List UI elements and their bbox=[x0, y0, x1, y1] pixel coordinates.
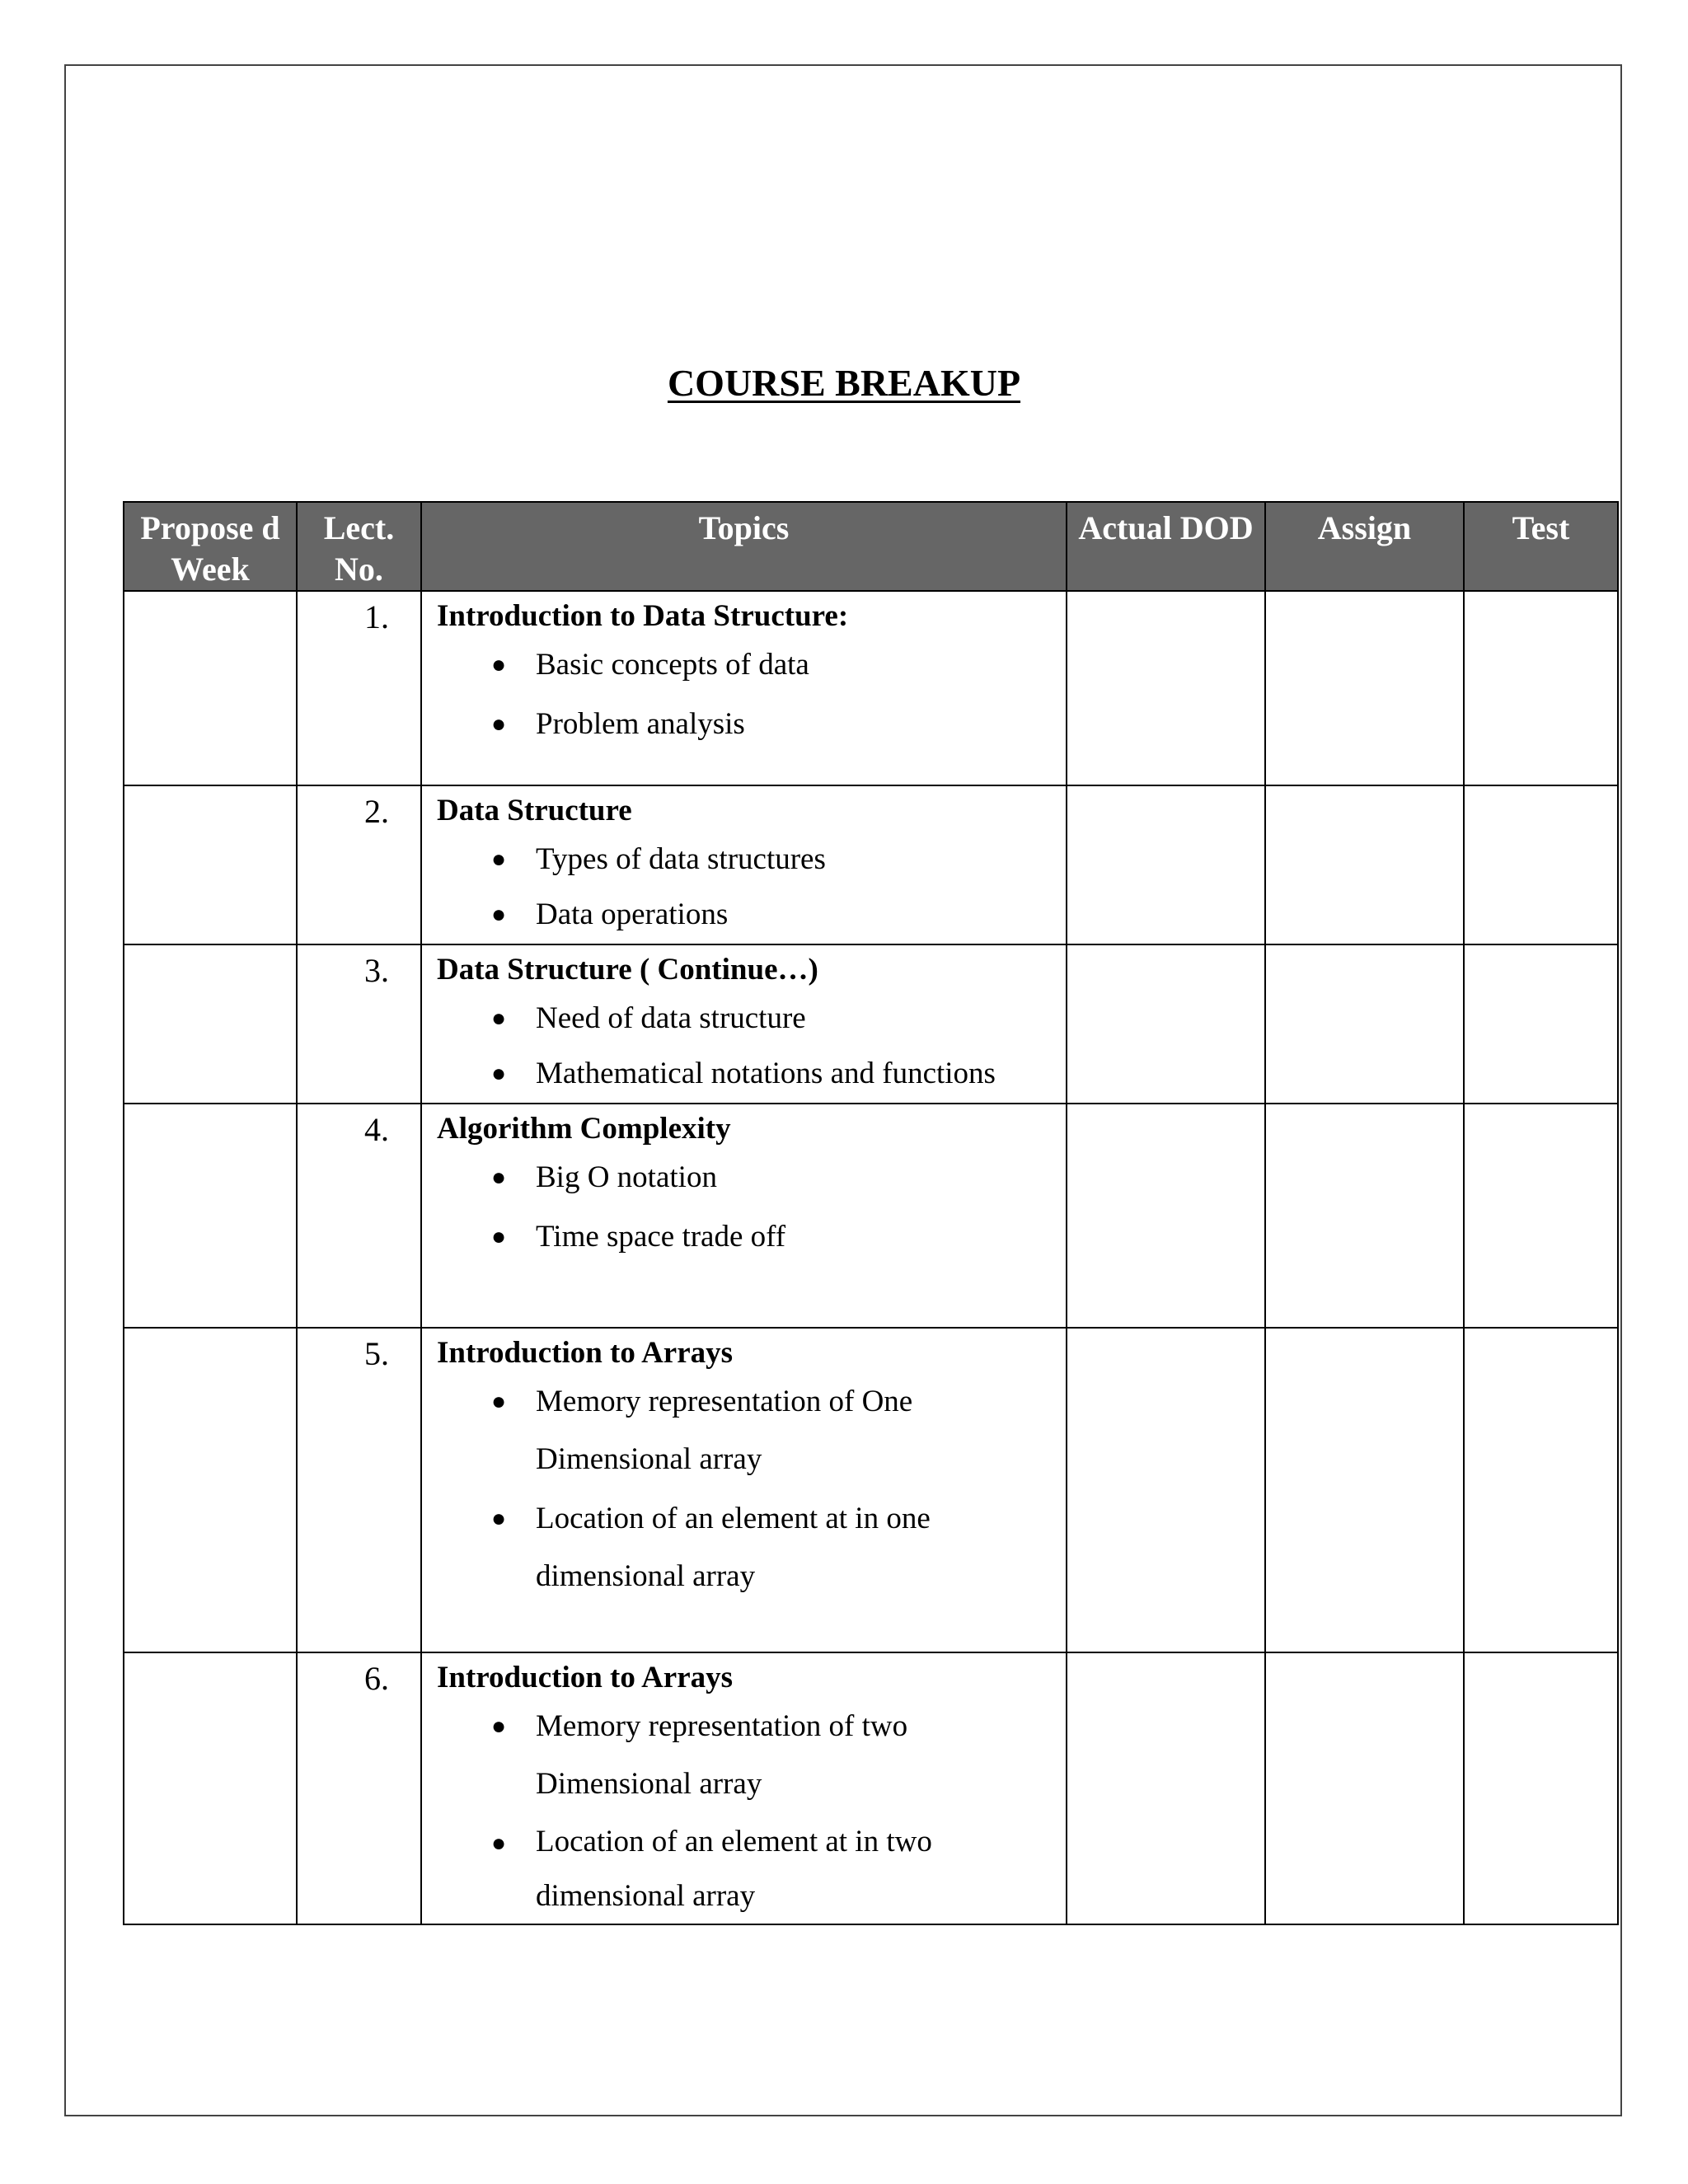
bullet-icon: ● bbox=[491, 1164, 507, 1191]
subtopic-list bbox=[437, 636, 1066, 753]
test-cell bbox=[1464, 1104, 1618, 1328]
actual-dod-cell bbox=[1067, 591, 1265, 785]
list-item: ● Need of data structure bbox=[437, 990, 1066, 1047]
lecture-number: 2. bbox=[297, 785, 421, 944]
table-header-row bbox=[124, 502, 1618, 591]
header-assign: Assign bbox=[1265, 502, 1464, 591]
list-item: ● Location of an element at in one dimensional array bbox=[437, 1490, 1066, 1605]
subtopic-list bbox=[437, 990, 1066, 1099]
topic-cell bbox=[421, 1104, 1067, 1328]
lecture-number: 5. bbox=[297, 1328, 421, 1652]
subtopic-list bbox=[437, 1373, 1066, 1605]
subtopic-list bbox=[437, 1149, 1066, 1266]
proposed-week-cell bbox=[124, 944, 297, 1104]
list-item: ● Data operations bbox=[437, 890, 1066, 940]
list-item: ● Big O notation bbox=[437, 1149, 1066, 1207]
list-item: ● Problem analysis bbox=[437, 696, 1066, 753]
bullet-icon: ● bbox=[491, 1505, 507, 1532]
header-actual-dod: Actual DOD bbox=[1067, 502, 1265, 591]
proposed-week-cell bbox=[124, 1652, 297, 1924]
subtopic-list bbox=[437, 1698, 1066, 1924]
header-test: Test bbox=[1464, 502, 1618, 591]
bullet-icon: ● bbox=[491, 651, 507, 678]
lecture-number: 6. bbox=[297, 1652, 421, 1924]
table-row bbox=[124, 591, 1618, 785]
topic-heading: Data Structure bbox=[437, 794, 632, 827]
topic-heading: Introduction to Arrays bbox=[437, 1336, 734, 1370]
test-cell bbox=[1464, 1328, 1618, 1652]
bullet-icon: ● bbox=[491, 1060, 507, 1087]
header-lecture-number: Lect. No. bbox=[297, 502, 421, 591]
list-item: ● Basic concepts of data bbox=[437, 636, 1066, 694]
list-item: ● Memory representation of One Dimensional array bbox=[437, 1373, 1066, 1488]
test-cell bbox=[1464, 591, 1618, 785]
bullet-icon: ● bbox=[491, 846, 507, 873]
bullet-icon: ● bbox=[491, 1223, 507, 1250]
table-row bbox=[124, 785, 1618, 944]
bullet-icon: ● bbox=[491, 1005, 507, 1032]
assign-cell bbox=[1265, 785, 1464, 944]
table-row bbox=[124, 1104, 1618, 1328]
header-proposed-week: Propose d Week bbox=[124, 502, 297, 591]
test-cell bbox=[1464, 785, 1618, 944]
actual-dod-cell bbox=[1067, 1104, 1265, 1328]
topic-heading: Algorithm Complexity bbox=[437, 1112, 731, 1146]
topic-cell bbox=[421, 1328, 1067, 1652]
proposed-week-cell bbox=[124, 1104, 297, 1328]
topic-cell bbox=[421, 1652, 1067, 1924]
test-cell bbox=[1464, 1652, 1618, 1924]
assign-cell bbox=[1265, 1328, 1464, 1652]
lecture-number: 1. bbox=[297, 591, 421, 785]
list-item: ● Memory representation of two Dimensional array bbox=[437, 1698, 1066, 1813]
topic-cell bbox=[421, 785, 1067, 944]
test-cell bbox=[1464, 944, 1618, 1104]
topic-heading: Introduction to Arrays bbox=[437, 1661, 734, 1694]
actual-dod-cell bbox=[1067, 785, 1265, 944]
course-breakup-table bbox=[123, 501, 1619, 1925]
actual-dod-cell bbox=[1067, 944, 1265, 1104]
table-row bbox=[124, 1652, 1618, 1924]
bullet-icon: ● bbox=[491, 1388, 507, 1415]
bullet-icon: ● bbox=[491, 1713, 507, 1740]
list-item: ● Time space trade off bbox=[437, 1208, 1066, 1266]
assign-cell bbox=[1265, 1104, 1464, 1328]
actual-dod-cell bbox=[1067, 1652, 1265, 1924]
header-topics: Topics bbox=[421, 502, 1067, 591]
bullet-icon: ● bbox=[491, 1830, 507, 1857]
proposed-week-cell bbox=[124, 1328, 297, 1652]
lecture-number: 4. bbox=[297, 1104, 421, 1328]
table-row bbox=[124, 944, 1618, 1104]
lecture-number: 3. bbox=[297, 944, 421, 1104]
assign-cell bbox=[1265, 591, 1464, 785]
topic-heading: Introduction to Data Structure: bbox=[437, 599, 849, 633]
list-item: ● Location of an element at in two dimensional array bbox=[437, 1815, 1066, 1924]
assign-cell bbox=[1265, 944, 1464, 1104]
topic-heading: Data Structure ( Continue…) bbox=[437, 953, 818, 987]
assign-cell bbox=[1265, 1652, 1464, 1924]
list-item: ● Mathematical notations and functions bbox=[437, 1049, 1066, 1099]
table-row bbox=[124, 1328, 1618, 1652]
bullet-icon: ● bbox=[491, 710, 507, 738]
proposed-week-cell bbox=[124, 785, 297, 944]
proposed-week-cell bbox=[124, 591, 297, 785]
subtopic-list bbox=[437, 831, 1066, 940]
topic-cell bbox=[421, 944, 1067, 1104]
page-title: COURSE BREAKUP bbox=[667, 362, 1021, 404]
list-item: ● Types of data structures bbox=[437, 831, 1066, 888]
bullet-icon: ● bbox=[491, 901, 507, 928]
actual-dod-cell bbox=[1067, 1328, 1265, 1652]
topic-cell bbox=[421, 591, 1067, 785]
